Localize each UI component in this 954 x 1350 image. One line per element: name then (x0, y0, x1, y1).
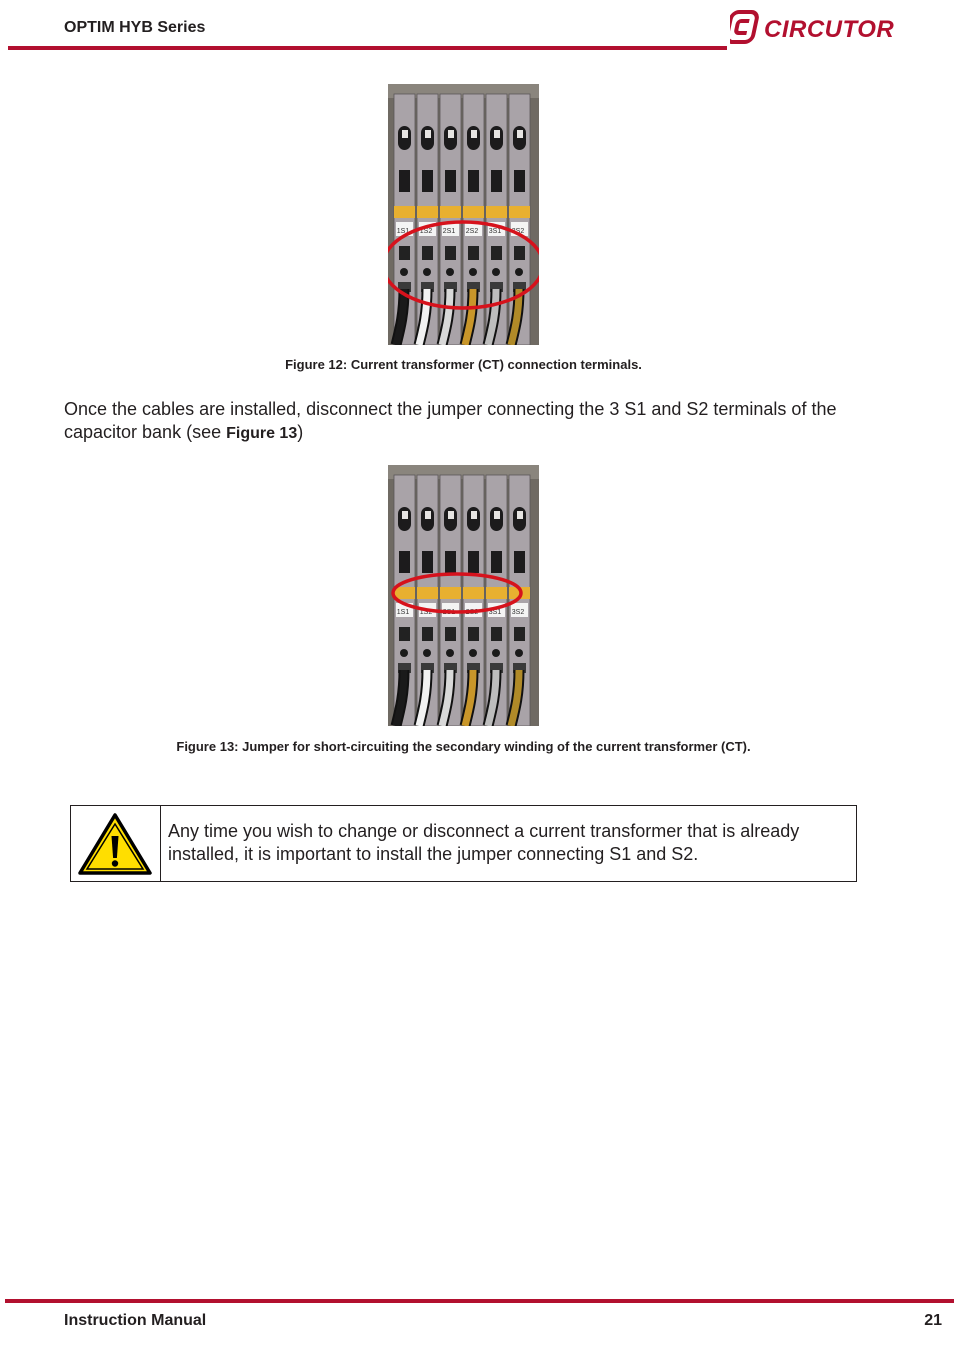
terminal-clamp (422, 627, 433, 641)
warning-text: Any time you wish to change or disconnect a current transformer that is already installed, it is important to install the jumper connecting S1 and S2. (168, 821, 800, 864)
terminal-opening (445, 551, 456, 573)
terminal-screw-hole (446, 649, 454, 657)
terminal-screw-hole (400, 268, 408, 276)
terminal-screw (494, 511, 500, 519)
jumper-bar (463, 587, 484, 599)
body-paragraph (64, 398, 884, 445)
series-title: OPTIM HYB Series (64, 19, 206, 36)
jumper-bar (486, 206, 507, 218)
figure-12-photo (388, 84, 539, 345)
terminal-opening (422, 551, 433, 573)
terminal-opening (514, 170, 525, 192)
terminal-screw (402, 511, 408, 519)
terminal-label: 1S2 (419, 609, 433, 616)
terminal-screw-hole (469, 649, 477, 657)
terminal-screw-hole (492, 268, 500, 276)
jumper-bar (440, 206, 461, 218)
terminal-label: 1S1 (396, 609, 410, 616)
terminal-clamp (514, 246, 525, 260)
terminal-clamp (491, 246, 502, 260)
figure-12-caption: Figure 12: Current transformer (CT) connection terminals. (285, 357, 642, 372)
terminal-label: 2S2 (465, 609, 479, 616)
warning-icon-cell (71, 806, 161, 881)
terminal-label: 2S2 (465, 228, 479, 235)
terminal-opening (422, 170, 433, 192)
terminal-label: 2S1 (442, 609, 456, 616)
terminal-screw (471, 511, 477, 519)
warning-box (70, 805, 857, 882)
footer-rule (5, 1299, 954, 1303)
terminal-screw (517, 130, 523, 138)
terminal-clamp (399, 246, 410, 260)
figure-13-photo (388, 465, 539, 726)
terminal-label: 2S1 (442, 228, 456, 235)
terminal-label: 1S1 (396, 228, 410, 235)
terminal-clamp (491, 627, 502, 641)
circutor-logo (730, 8, 910, 48)
terminal-opening (399, 170, 410, 192)
logo-wordmark: CIRCUTOR (764, 16, 895, 43)
terminal-opening (491, 170, 502, 192)
terminal-clamp (445, 246, 456, 260)
header-rule (8, 46, 727, 50)
terminal-screw (448, 130, 454, 138)
terminal-clamp (468, 246, 479, 260)
paragraph-text-1: Once the cables are installed, disconnect the jumper connecting the 3 S1 and S2 terminals of the capacitor bank (see (64, 399, 837, 442)
terminal-screw (448, 511, 454, 519)
terminal-opening (468, 551, 479, 573)
terminal-screw (494, 130, 500, 138)
jumper-bar (394, 206, 415, 218)
terminal-label: 3S2 (511, 228, 525, 235)
terminal-screw (471, 130, 477, 138)
terminal-clamp (468, 627, 479, 641)
jumper-bar (440, 587, 461, 599)
jumper-bar (417, 587, 438, 599)
terminal-clamp (399, 627, 410, 641)
logo-mark-icon (730, 12, 758, 42)
jumper-bar (463, 206, 484, 218)
terminal-screw-hole (492, 649, 500, 657)
jumper-bar (394, 587, 415, 599)
terminal-screw-hole (423, 268, 431, 276)
jumper-bar (509, 206, 530, 218)
terminal-label: 3S1 (488, 228, 502, 235)
terminal-opening (445, 170, 456, 192)
terminal-screw-hole (423, 649, 431, 657)
warning-triangle-icon (77, 812, 153, 876)
page-number: 21 (924, 1312, 942, 1329)
terminal-label: 3S2 (511, 609, 525, 616)
footer-manual-label: Instruction Manual (64, 1312, 207, 1329)
terminal-opening (514, 551, 525, 573)
terminal-screw-hole (515, 649, 523, 657)
jumper-bar (486, 587, 507, 599)
terminal-opening (399, 551, 410, 573)
terminal-screw (425, 511, 431, 519)
terminal-screw-hole (446, 268, 454, 276)
figure-13-caption: Figure 13: Jumper for short-circuiting the secondary winding of the current transformer (CT). (176, 739, 751, 754)
terminal-opening (491, 551, 502, 573)
terminal-screw (517, 511, 523, 519)
terminal-clamp (445, 627, 456, 641)
terminal-screw (402, 130, 408, 138)
terminal-opening (468, 170, 479, 192)
jumper-bar (417, 206, 438, 218)
terminal-screw-hole (515, 268, 523, 276)
terminal-screw (425, 130, 431, 138)
figure-13-reference[interactable]: Figure 13 (226, 425, 298, 442)
terminal-screw-hole (469, 268, 477, 276)
terminal-screw-hole (400, 649, 408, 657)
terminal-label: 3S1 (488, 609, 502, 616)
terminal-clamp (422, 246, 433, 260)
terminal-label: 1S2 (419, 228, 433, 235)
terminal-clamp (514, 627, 525, 641)
paragraph-text-2: ) (297, 422, 304, 442)
